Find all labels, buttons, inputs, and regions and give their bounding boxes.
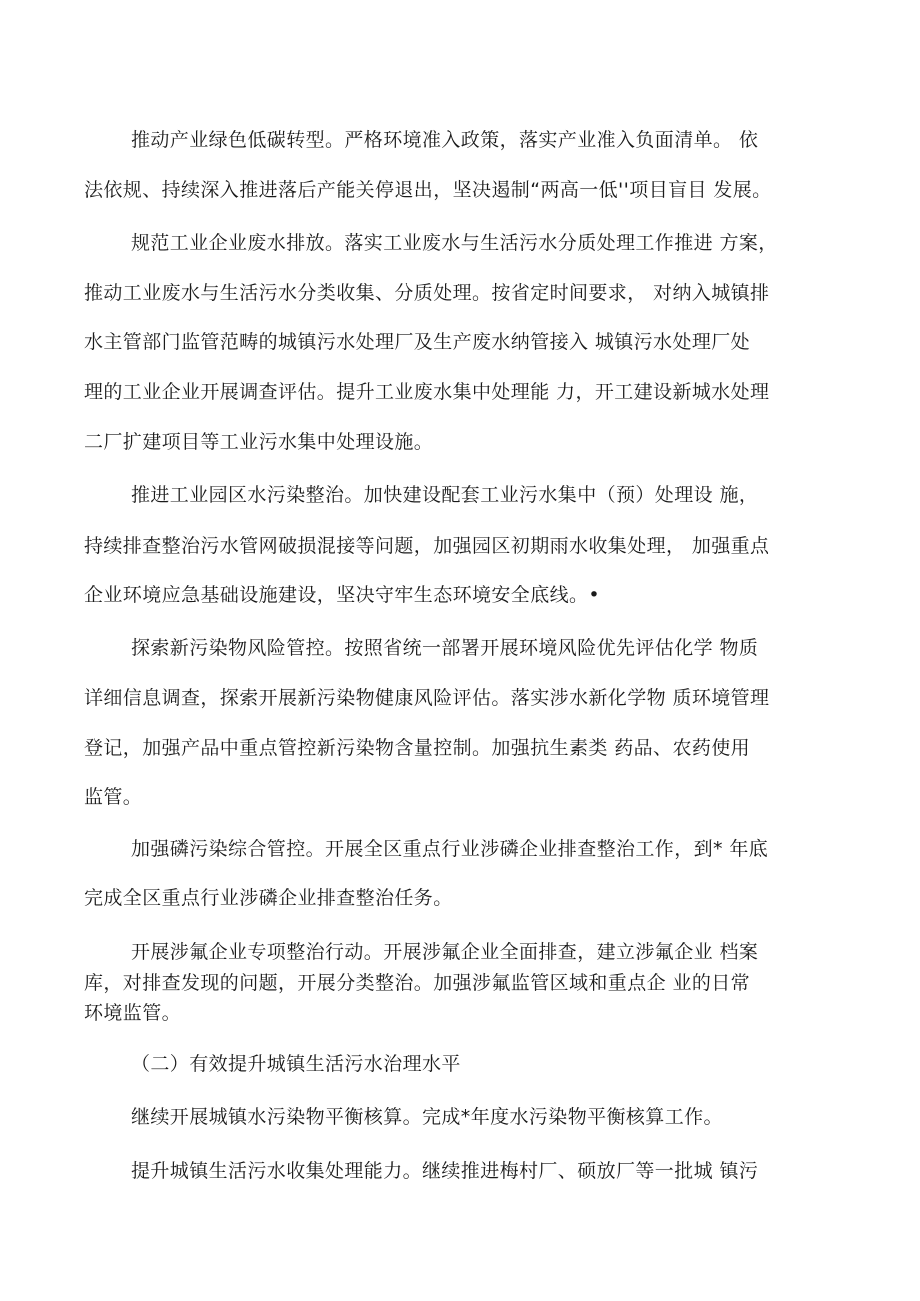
text-line: 继续开展城镇水污染物平衡核算。完成*年度水污染物平衡核算工作。	[131, 1106, 723, 1128]
text-line: 提升城镇生活污水收集处理能力。继续推进梅村厂、硕放厂等一批城 镇污	[131, 1160, 759, 1182]
text-line: 二厂扩建项目等工业污水集中处理设施。	[84, 431, 434, 453]
text-line: 开展涉氟企业专项整治行动。开展涉氟企业全面排查，建立涉氟企业 档案	[131, 941, 759, 963]
text-line: 详细信息调查，探索开展新污染物健康风险评估。落实涉水新化学物 质环境管理	[84, 687, 770, 709]
section-heading: （二）有效提升城镇生活污水治理水平	[131, 1053, 461, 1075]
text-line: 推进工业园区水污染整治。加快建设配套工业污水集中（预）处理设 施，	[131, 484, 759, 506]
text-line: 法依规、持续深入推进落后产能关停退出，坚决遏制“两高一低''项目盲目 发展。	[84, 179, 772, 201]
text-line: 水主管部门监管范畴的城镇污水处理厂及生产废水纳管接入 城镇污水处理厂处	[84, 331, 751, 353]
text-line: 加强磷污染综合管控。开展全区重点行业涉磷企业排查整治工作，到* 年底	[131, 838, 769, 860]
text-line: 监管。	[84, 786, 143, 808]
text-line: 推动工业废水与生活污水分类收集、分质处理。按省定时间要求， 对纳入城镇排	[84, 282, 770, 304]
text-line: 登记，加强产品中重点管控新污染物含量控制。加强抗生素类 药品、农药使用	[84, 737, 751, 759]
text-line: 库，对排查发现的问题，开展分类整治。加强涉氟监管区域和重点企 业的日常	[84, 972, 751, 994]
text-line: 规范工业企业废水排放。落实工业废水与生活污水分质处理工作推进 方案，	[131, 232, 778, 254]
text-line: 推动产业绿色低碳转型。严格环境准入政策，落实产业准入负面清单。 依	[131, 129, 759, 151]
text-line: 理的工业企业开展调查评估。提升工业废水集中处理能 力，开工建设新城水处理	[84, 381, 770, 403]
text-line: 探索新污染物风险管控。按照省统一部署开展环境风险优先评估化学 物质	[131, 637, 759, 659]
text-line: 完成全区重点行业涉磷企业排查整治任务。	[84, 887, 453, 909]
text-line: 持续排查整治污水管网破损混接等问题，加强园区初期雨水收集处理， 加强重点	[84, 535, 770, 557]
text-line: 环境监管。	[84, 1002, 182, 1024]
text-line: 企业环境应急基础设施建设，坚决守牢生态环境安全底线。•	[84, 584, 601, 606]
